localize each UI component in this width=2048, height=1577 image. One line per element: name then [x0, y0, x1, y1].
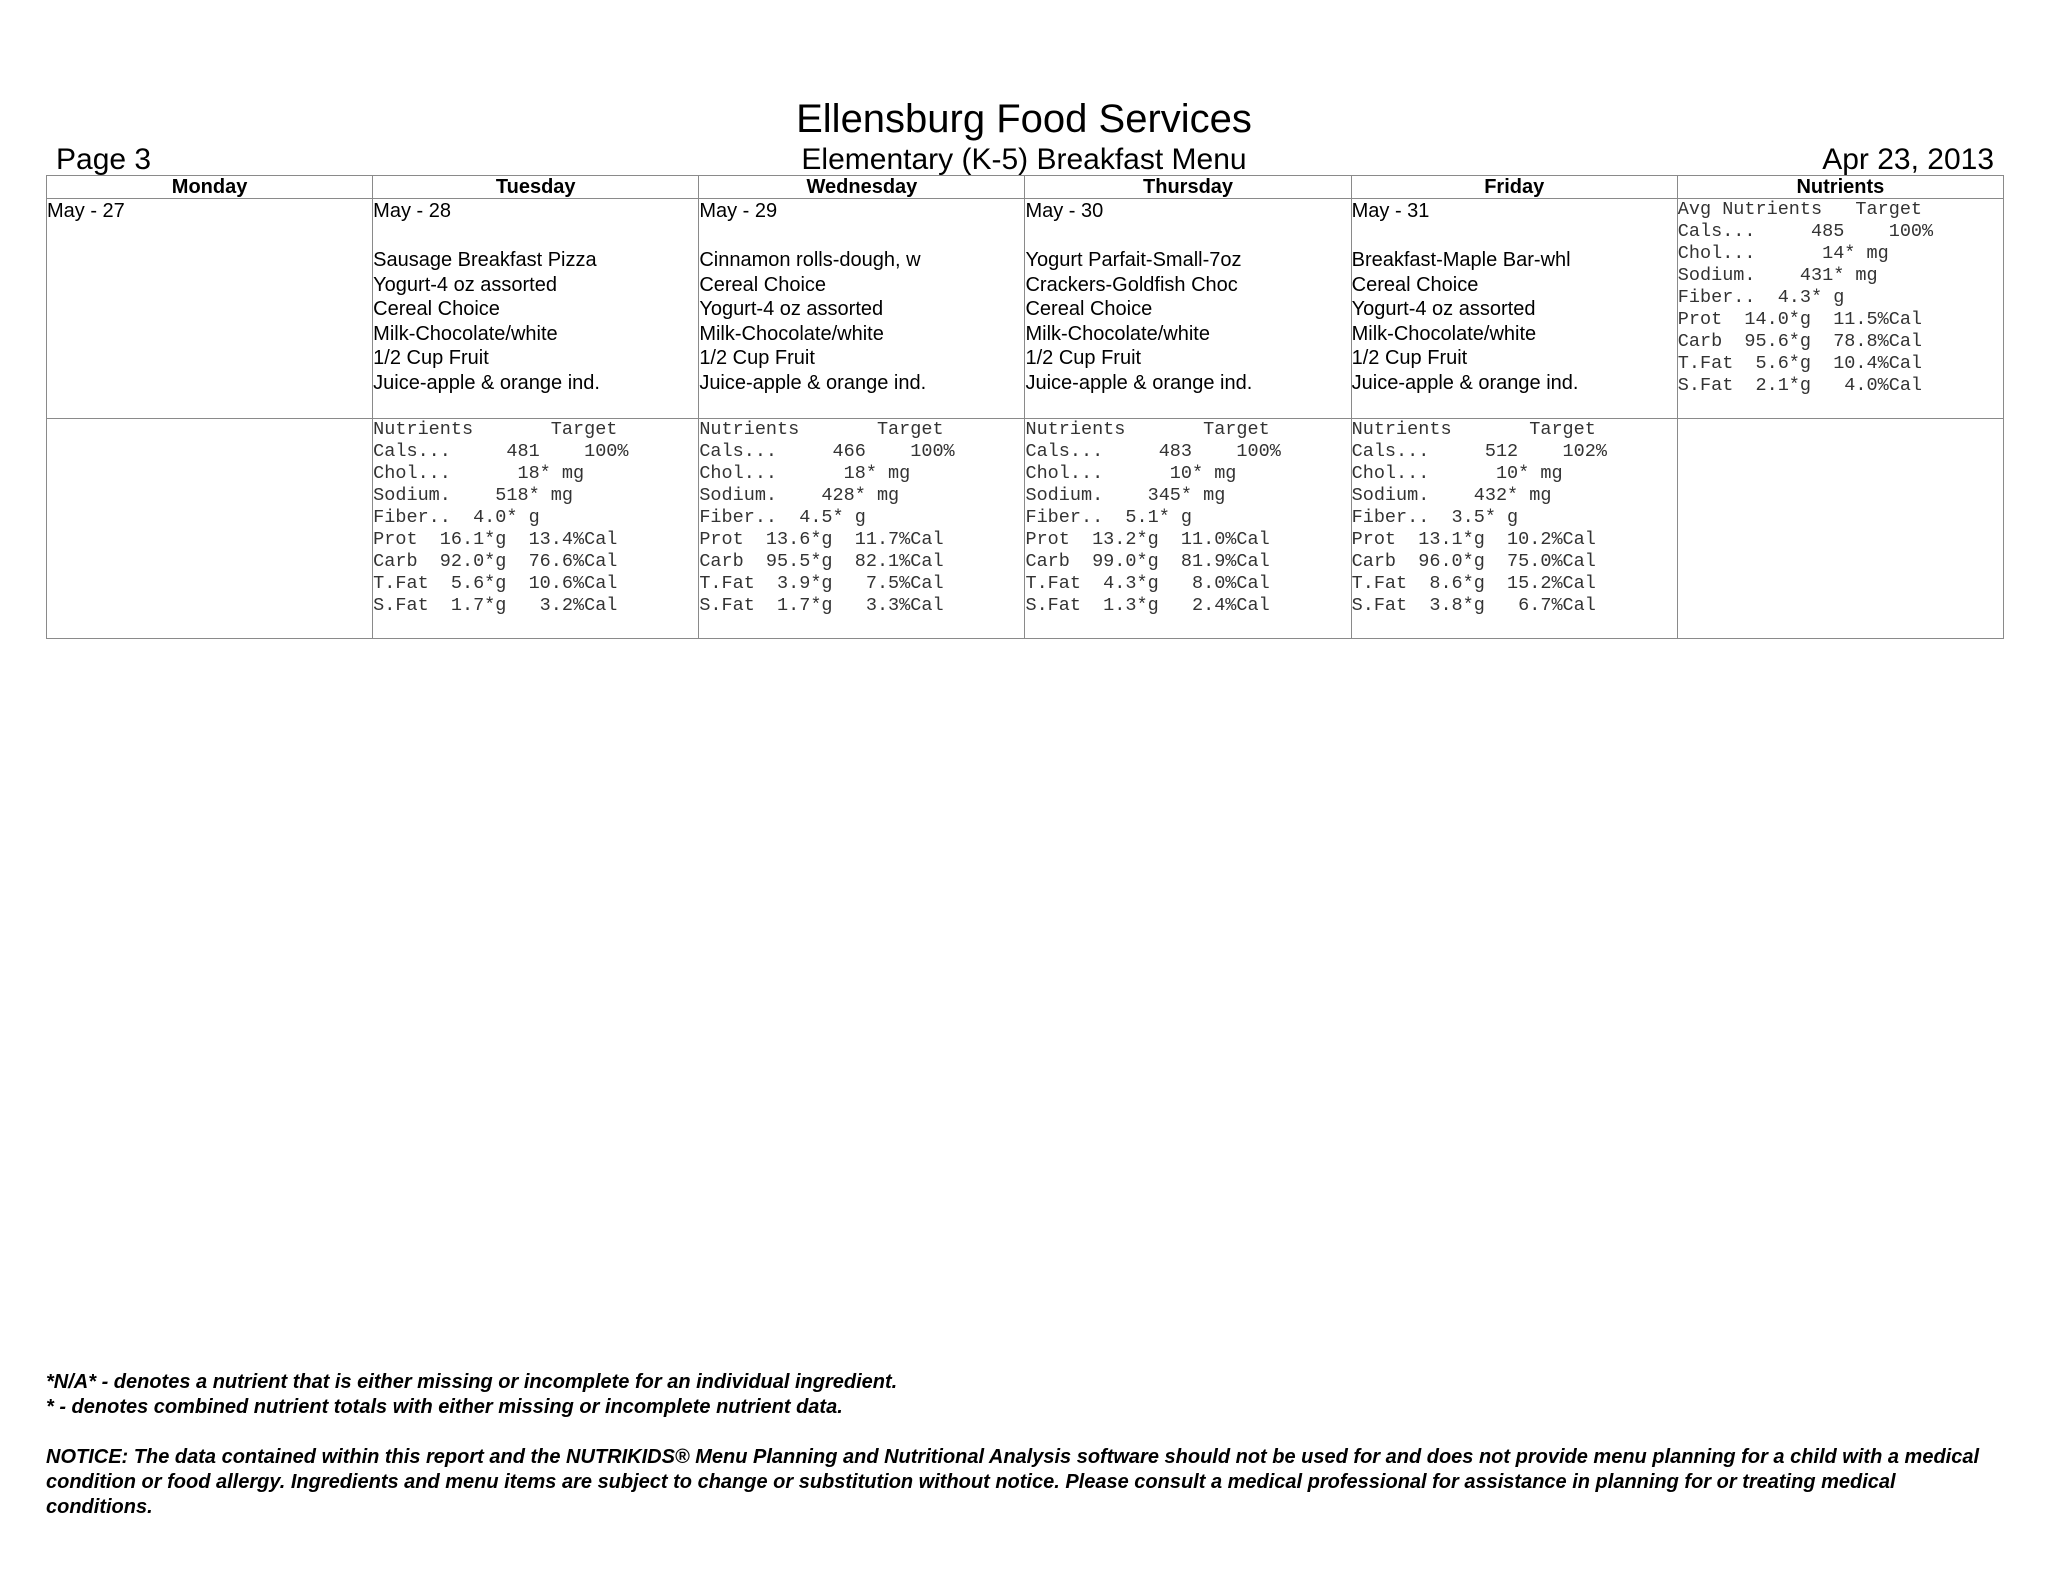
menu-title: Elementary (K-5) Breakfast Menu: [801, 143, 1247, 176]
nutrient-line: Nutrients Target: [1025, 419, 1270, 440]
nutrients-cell-thursday: [1025, 419, 1351, 639]
menu-item: 1/2 Cup Fruit: [373, 347, 489, 369]
nutrients-cell-monday: [47, 419, 373, 639]
nutrient-line: Carb 95.5*g 82.1%Cal: [699, 551, 944, 572]
menu-row: [47, 199, 2004, 419]
nutrient-line: Cals... 485 100%: [1677, 221, 1934, 242]
nutrients-cell-summary: [1677, 419, 2003, 639]
menu-item: Juice-apple & orange ind.: [373, 371, 600, 394]
daily-nutrients: [1352, 419, 1677, 617]
nutrients-cell-friday: [1351, 419, 1677, 639]
nutrient-line: Sodium. 345* mg: [1025, 485, 1226, 506]
nutrient-line: T.Fat 8.6*g 15.2%Cal: [1351, 573, 1596, 594]
column-header-wednesday: Wednesday: [699, 176, 1025, 199]
day-date: May - 27: [47, 200, 125, 222]
menu-item: Crackers-Goldfish Choc: [1025, 273, 1238, 296]
nutrient-line: Carb 92.0*g 76.6%Cal: [373, 551, 618, 572]
day-cell-thursday: [1025, 199, 1351, 419]
day-date: May - 31: [1351, 200, 1430, 222]
menu-item: Cinnamon rolls-dough, w: [699, 249, 921, 271]
nutrient-line: T.Fat 5.6*g 10.4%Cal: [1677, 353, 1923, 374]
nutrient-line: Prot 13.1*g 10.2%Cal: [1351, 529, 1596, 550]
daily-nutrients: [699, 419, 1024, 617]
nutrient-line: Nutrients Target: [699, 419, 944, 440]
nutrient-line: T.Fat 3.9*g 7.5%Cal: [699, 573, 944, 594]
day-date: May - 28: [373, 200, 451, 222]
nutrient-line: Cals... 512 102%: [1351, 441, 1607, 462]
menu-item: Juice-apple & orange ind.: [1351, 371, 1579, 394]
menu-table: [46, 175, 2004, 639]
menu-item: Sausage Breakfast Pizza: [373, 249, 597, 271]
day-date: May - 29: [699, 200, 778, 222]
nutrient-line: Cals... 481 100%: [373, 441, 629, 462]
nutrient-line: Sodium. 428* mg: [699, 485, 900, 506]
menu-item: Yogurt Parfait-Small-7oz: [1025, 249, 1242, 271]
nutrient-line: Fiber.. 5.1* g: [1025, 507, 1192, 528]
nutrient-line: Fiber.. 4.3* g: [1677, 287, 1845, 308]
nutrient-line: Prot 16.1*g 13.4%Cal: [373, 529, 618, 550]
menu-item: Cereal Choice: [1351, 273, 1479, 296]
footnotes: [46, 1370, 2006, 1520]
nutrient-line: S.Fat 1.7*g 3.2%Cal: [373, 595, 618, 616]
day-cell-tuesday: [373, 199, 699, 419]
nutrient-line: Carb 95.6*g 78.8%Cal: [1677, 331, 1923, 352]
nutrient-line: Chol... 14* mg: [1677, 243, 1889, 264]
menu-item: Cereal Choice: [699, 273, 827, 296]
report-date: Apr 23, 2013: [1822, 143, 1994, 176]
nutrients-row: [47, 419, 2004, 639]
nutrient-line: S.Fat 3.8*g 6.7%Cal: [1351, 595, 1596, 616]
day-cell-wednesday: [699, 199, 1025, 419]
nutrient-line: Sodium. 518* mg: [373, 485, 573, 506]
nutrient-line: Cals... 483 100%: [1025, 441, 1281, 462]
column-header-thursday: Thursday: [1025, 176, 1351, 199]
menu-item: 1/2 Cup Fruit: [699, 347, 815, 369]
column-header-friday: Friday: [1351, 176, 1677, 199]
nutrient-line: Prot 14.0*g 11.5%Cal: [1677, 309, 1923, 330]
menu-item: Milk-Chocolate/white: [1351, 322, 1537, 345]
menu-item: 1/2 Cup Fruit: [1351, 347, 1468, 369]
menu-item: Milk-Chocolate/white: [1025, 322, 1210, 345]
menu-item: Cereal Choice: [373, 298, 500, 320]
footnote-na: *N/A* - denotes a nutrient that is either missing or incomplete for an individual ingredient.: [46, 1371, 898, 1393]
nutrient-line: Fiber.. 3.5* g: [1351, 507, 1519, 528]
nutrients-cell-wednesday: [699, 419, 1025, 639]
column-header-monday: Monday: [47, 176, 373, 199]
menu-item: 1/2 Cup Fruit: [1025, 347, 1142, 369]
menu-item: Juice-apple & orange ind.: [1025, 371, 1253, 394]
daily-nutrients: [373, 419, 698, 617]
nutrient-line: Fiber.. 4.0* g: [373, 507, 540, 528]
footnote-star: * - denotes combined nutrient totals with either missing or incomplete nutrient data.: [46, 1396, 843, 1418]
nutrients-cell-tuesday: [373, 419, 699, 639]
nutrient-line: Sodium. 431* mg: [1677, 265, 1878, 286]
day-cell-monday: [47, 199, 373, 419]
day-cell-friday: [1351, 199, 1677, 419]
daily-nutrients: [1025, 419, 1350, 617]
menu-item: Milk-Chocolate/white: [699, 322, 884, 345]
nutrient-line: Carb 99.0*g 81.9%Cal: [1025, 551, 1270, 572]
page-number: Page 3: [56, 143, 152, 176]
menu-item: Milk-Chocolate/white: [373, 322, 558, 345]
notice-text: NOTICE: The data contained within this report and the NUTRIKIDS® Menu Planning and Nutritional Analysis software should not be used for and does not provide menu planning for a child with a medical condition or food allergy. Ingredients and menu items are subject to change or substitution without notice. Please consult a medical professional for assistance in planning for or treating medical conditions.: [46, 1446, 1980, 1518]
nutrient-line: Cals... 466 100%: [699, 441, 955, 462]
column-header-tuesday: Tuesday: [373, 176, 699, 199]
menu-header-row: [47, 176, 2004, 199]
nutrient-line: Chol... 10* mg: [1025, 463, 1237, 484]
nutrient-line: Nutrients Target: [1351, 419, 1596, 440]
nutrient-line: Chol... 18* mg: [373, 463, 585, 484]
nutrient-line: S.Fat 1.3*g 2.4%Cal: [1025, 595, 1270, 616]
menu-item: Yogurt-4 oz assorted: [699, 298, 884, 320]
menu-item: Juice-apple & orange ind.: [699, 371, 927, 394]
menu-item: Breakfast-Maple Bar-whl: [1351, 249, 1571, 271]
nutrient-line: Prot 13.2*g 11.0%Cal: [1025, 529, 1270, 550]
avg-nutrients-cell: [1677, 199, 2003, 419]
menu-item: Cereal Choice: [1025, 298, 1153, 320]
avg-nutrients: [1678, 199, 2003, 397]
nutrient-line: Prot 13.6*g 11.7%Cal: [699, 529, 944, 550]
nutrient-line: T.Fat 5.6*g 10.6%Cal: [373, 573, 618, 594]
nutrient-line: Chol... 10* mg: [1351, 463, 1563, 484]
nutrient-line: Fiber.. 4.5* g: [699, 507, 866, 528]
nutrient-line: T.Fat 4.3*g 8.0%Cal: [1025, 573, 1270, 594]
nutrient-line: S.Fat 2.1*g 4.0%Cal: [1677, 375, 1923, 396]
menu-item: Yogurt-4 oz assorted: [1351, 298, 1536, 320]
nutrient-line: S.Fat 1.7*g 3.3%Cal: [699, 595, 944, 616]
nutrient-line: Carb 96.0*g 75.0%Cal: [1351, 551, 1596, 572]
nutrient-line: Avg Nutrients Target: [1677, 199, 1923, 220]
day-date: May - 30: [1025, 200, 1104, 222]
menu-item: Yogurt-4 oz assorted: [373, 273, 557, 296]
report-title: Ellensburg Food Services: [796, 97, 1252, 141]
nutrient-line: Chol... 18* mg: [699, 463, 911, 484]
nutrient-line: Sodium. 432* mg: [1351, 485, 1552, 506]
column-header-nutrients: Nutrients: [1677, 176, 2003, 199]
nutrient-line: Nutrients Target: [373, 419, 618, 440]
